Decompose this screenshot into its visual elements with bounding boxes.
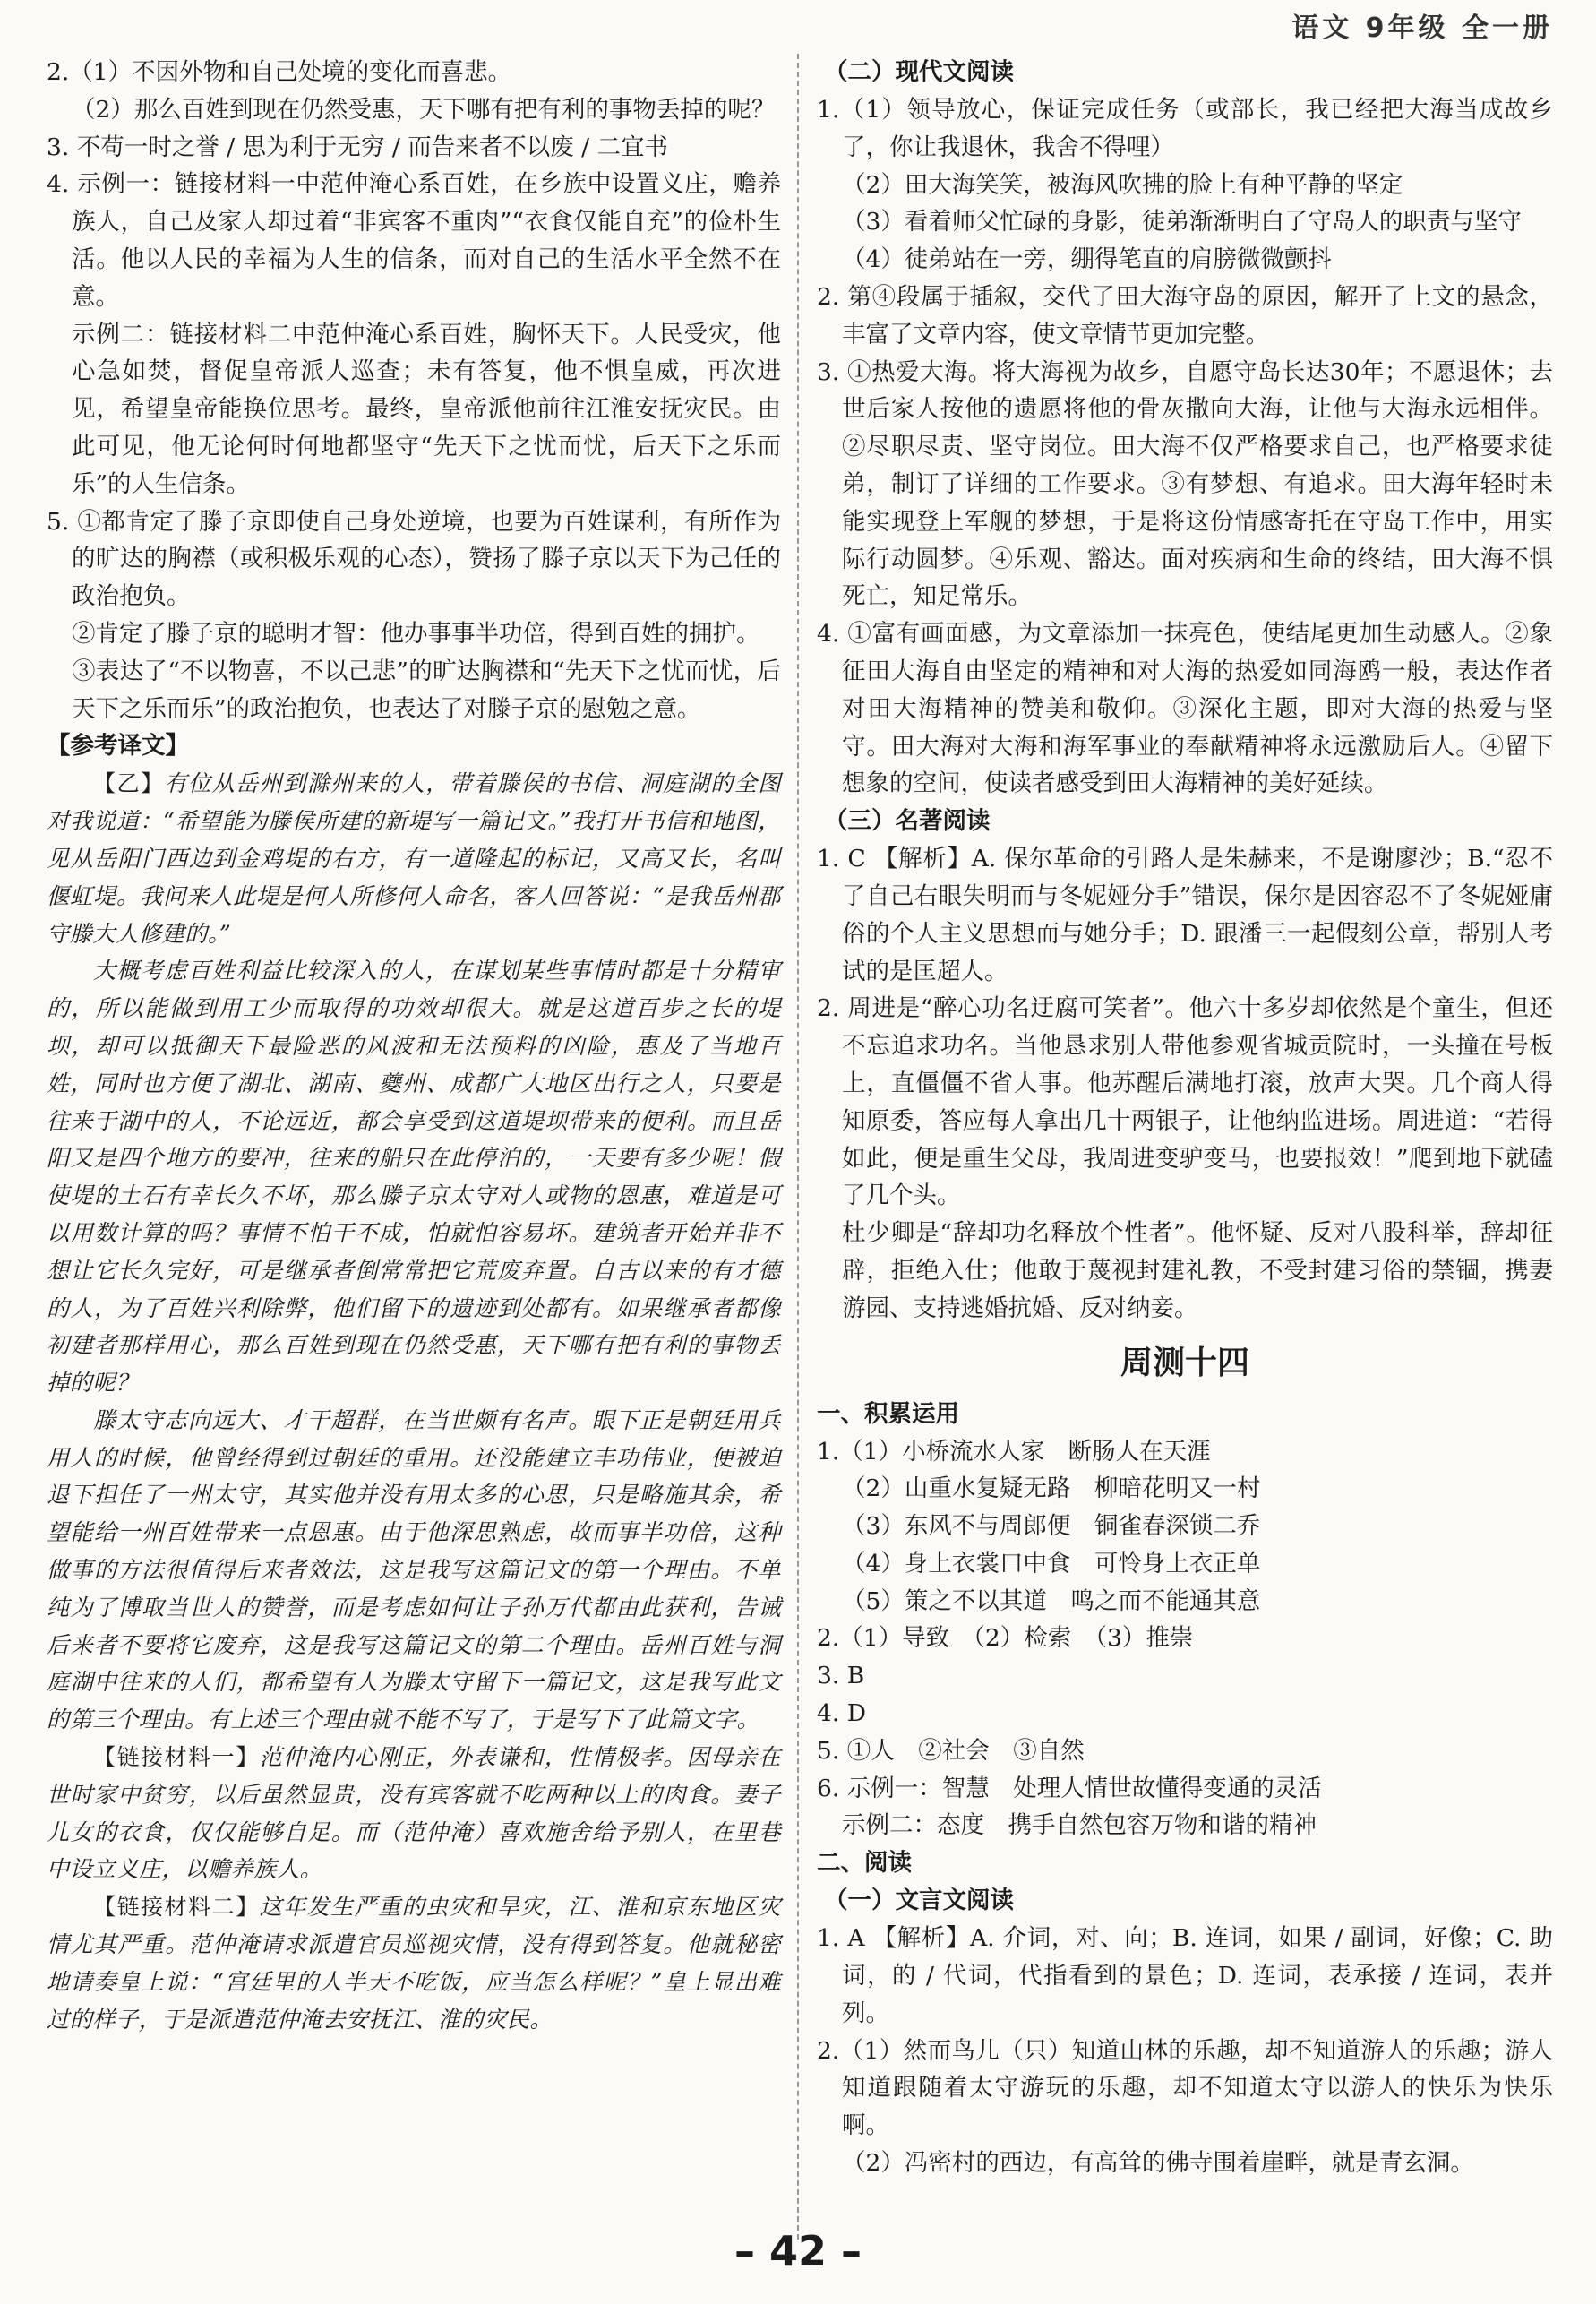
modern-answer-2: 2. 第④段属于插叙，交代了田大海守岛的原因，解开了上文的悬念，丰富了文章内容，使文章情节更加完整。 <box>817 282 1553 348</box>
section-modern-reading: （二）现代文阅读 <box>824 58 1014 86</box>
translation-para-1 <box>47 765 781 952</box>
accum-answer-1-4: （4）身上衣裳口中食 可怜身上衣正单 <box>842 1549 1261 1578</box>
accum-answer-1-5: （5）策之不以其道 鸣之而不能通其意 <box>842 1586 1261 1615</box>
right-column <box>817 54 1553 2182</box>
translation-para-4 <box>47 1739 781 1888</box>
translation-tag-yi: 【乙】 <box>93 770 165 797</box>
modern-answer-3: 3. ①热爱大海。将大海视为故乡，自愿守岛长达30年；不愿退休；去世后家人按他的遗愿将他的骨灰撒向大海，让他与大海永远相伴。②尽职尽责、坚守岗位。田大海不仅严格要求自己，也严格要求徒弟，制订了详细的工作要求。③有梦想、有追求。田大海年轻时未能实现登上军舰的梦想，于是将这份情感寄托在守岛工作中，用实际行动圆梦。④乐观、豁达。面对疾病和生命的终结，田大海不惧死亡，知足常乐。 <box>817 357 1553 611</box>
page-header: 语文 9年级 全一册 <box>1291 13 1553 44</box>
modern-answer-4: 4. ①富有画面感，为文章添加一抹亮色，使结尾更加生动感人。②象征田大海自由坚定的精神和对大海的热爱如同海鸥一般，表达作者对田大海精神的赞美和敬仰。③深化主题，即对大海的热爱与坚守。田大海对大海和海军事业的奉献精神将永远激励后人。④留下想象的空间，使读者感受到田大海精神的美好延续。 <box>817 620 1553 798</box>
translation-text-4: 范仲淹内心刚正，外表谦和，性情极孝。因母亲在世时家中贫穷，以后虽然显贵，没有宾客就不吃两种以上的肉食。妻子儿女的衣食，仅仅能够自足。而（范仲淹）喜欢施舍给予别人，在里巷中设立义庄，以赡养族人。 <box>47 1744 782 1883</box>
accum-answer-2: 2.（1）导致 （2）检索 （3）推崇 <box>817 1624 1194 1653</box>
accum-answer-1-2: （2）山重水复疑无路 柳暗花明又一村 <box>842 1474 1261 1503</box>
accum-answer-5: 5. ①人 ②社会 ③自然 <box>817 1736 1085 1765</box>
classics-answer-2-zhoujin: 2. 周进是“醉心功名迂腐可笑者”。他六十多岁却依然是个童生，但还不忘追求功名。当他恳求别人带他参观省城贡院时，一头撞在号板上，直僵僵不省人事。他苏醒后满地打滚，放声大哭。几个商人得知原委，答应每人拿出几十两银子，让他纳监进场。周进道：“若得如此，便是重生父母，我周进变驴变马，也要报效！”爬到地下就磕了几个头。 <box>817 994 1553 1210</box>
answer-5-1: 5. ①都肯定了滕子京即使自己身处逆境，也要为百姓谋利，有所作为的旷达的胸襟（或积极乐观的心态），赞扬了滕子京以天下为己任的政治抱负。 <box>47 507 781 611</box>
accum-answer-1-1: 1.（1）小桥流水人家 断肠人在天涯 <box>817 1437 1211 1466</box>
classics-answer-2-dushaoqing: 杜少卿是“辞却功名释放个性者”。他怀疑、反对八股科举，辞却征辟，拒绝入仕；他敢于蔑视封建礼教，不受封建习俗的禁锢，携妻游园、支持逃婚抗婚、反对纳妾。 <box>842 1219 1553 1322</box>
answer-2-2: （2）那么百姓到现在仍然受惠，天下哪有把有利的事物丢掉的呢？ <box>72 95 776 124</box>
translation-tag-link1: 【链接材料一】 <box>93 1744 260 1771</box>
section-classical-chinese: （一）文言文阅读 <box>824 1887 1014 1915</box>
left-column <box>47 54 781 2038</box>
modern-answer-1-2: （2）田大海笑笑，被海风吹拂的脸上有种平静的坚定 <box>842 170 1403 199</box>
accum-answer-4: 4. D <box>817 1699 866 1728</box>
classical-answer-2-1: 2.（1）然而鸟儿（只）知道山林的乐趣，却不知道游人的乐趣；游人知道跟随着太守游玩的乐趣，却不知道太守以游人的快乐为快乐啊。 <box>817 2036 1553 2140</box>
section-accumulation: 一、积累运用 <box>817 1399 959 1428</box>
translation-para-5 <box>47 1888 781 2038</box>
answer-5-3: ③表达了“不以物喜，不以己悲”的旷达胸襟和“先天下之忧而忧，后天下之乐而乐”的政治抱负，也表达了对滕子京的慰勉之意。 <box>72 657 781 723</box>
accum-answer-6-1: 6. 示例一：智慧 处理人情世故懂得变通的灵活 <box>817 1774 1322 1802</box>
accum-answer-1-3: （3）东风不与周郎便 铜雀春深锁二乔 <box>842 1512 1261 1541</box>
translation-text-1: 有位从岳州到滁州来的人，带着滕侯的书信、洞庭湖的全图对我说道：“希望能为滕侯所建的新堤写一篇记文。”我打开书信和地图，见从岳阳门西边到金鸡堤的右方，有一道隆起的标记，又高又长，名叫偃虹堤。我问来人此堤是何人所修何人命名，客人回答说：“是我岳州郡守滕大人修建的。” <box>47 770 782 947</box>
classical-answer-1: 1. A 【解析】A. 介词，对、向；B. 连词，如果 / 副词，好像；C. 助词，的 / 代词，代指看到的景色；D. 连词，表承接 / 连词，表并列。 <box>817 1924 1553 2027</box>
section-classics-reading: （三）名著阅读 <box>824 807 991 836</box>
modern-answer-1-1: 1.（1）领导放心，保证完成任务（或部长，我已经把大海当成故乡了，你让我退休，我舍不得哩） <box>817 96 1553 161</box>
answer-4-example1: 4. 示例一：链接材料一中范仲淹心系百姓，在乡族中设置义庄，赡养族人，自己及家人却过着“非宾客不重肉”“衣食仅能自充”的俭朴生活。他以人民的幸福为人生的信条，而对自己的生活水平全然不在意。 <box>47 170 781 311</box>
translation-para-2: 大概考虑百姓利益比较深入的人，在谋划某些事情时都是十分精审的，所以能做到用工少而取得的功效却很大。就是这道百步之长的堤坝，却可以抵御天下最险恶的风波和无法预料的凶险，惠及了当地百姓，同时也方便了湖北、湖南、夔州、成都广大地区出行之人，只要是往来于湖中的人，不论远近，都会享受到这道堤坝带来的便利。而且岳阳又是四个地方的要冲，往来的船只在此停泊的，一天要有多少呢！假使堤的土石有幸长久不坏，那么滕子京太守对人或物的恩惠，难道是可以用数计算的吗？事情不怕干不成，怕就怕容易坏。建筑者开始并非不想让它长久完好，可是继承者倒常常把它荒废弃置。自古以来的有才德的人，为了百姓兴利除弊，他们留下的遗迹到处都有。如果继承者都像初建者那样用心，那么百姓到现在仍然受惠，天下哪有把有利的事物丢掉的呢？ <box>47 958 781 1397</box>
section-reading: 二、阅读 <box>817 1849 912 1878</box>
accum-answer-3: 3. B <box>817 1662 865 1690</box>
answer-3: 3. 不苟一时之誉 / 思为利于无穷 / 而告来者不以废 / 二宜书 <box>47 133 669 161</box>
weekly-test-14-title: 周测十四 <box>1120 1344 1249 1381</box>
answer-2-1: 2.（1）不因外物和自己处境的变化而喜悲。 <box>47 58 512 86</box>
accum-answer-6-2: 示例二：态度 携手自然包容万物和谐的精神 <box>842 1811 1317 1840</box>
answer-5-2: ②肯定了滕子京的聪明才智：他办事事半功倍，得到百姓的拥护。 <box>72 619 760 648</box>
translation-tag-link2: 【链接材料二】 <box>93 1894 260 1921</box>
translation-para-3: 滕太守志向远大、才干超群，在当世颇有名声。眼下正是朝廷用兵用人的时候，他曾经得到过朝廷的重用。还没能建立丰功伟业，便被迫退下担任了一州太守，其实他并没有用太多的心思，只是略施其余，希望能给一州百姓带来一点恩惠。由于他深思熟虑，故而事半功倍，这种做事的方法很值得后来者效法，这是我写这篇记文的第一个理由。不单纯为了博取当世人的赞誉，而是考虑如何让子孙万代都由此获利，告诫后来者不要将它废弃，这是我写这篇记文的第二个理由。岳州百姓与洞庭湖中往来的人们，都希望有人为滕太守留下一篇记文，这是我写此文的第三个理由。有上述三个理由就不能不写了，于是写下了此篇文字。 <box>47 1406 781 1733</box>
page-number: – 42 – <box>734 2227 862 2275</box>
modern-answer-1-4: （4）徒弟站在一旁，绷得笔直的肩膀微微颤抖 <box>842 245 1332 274</box>
translation-text-5: 这年发生严重的虫灾和旱灾，江、淮和京东地区灾情尤其严重。范仲淹请求派遣官员巡视灾情，没有得到答复。他就秘密地请奏皇上说：“宫廷里的人半天不吃饭，应当怎么样呢？”皇上显出难过的样子，于是派遣范仲淹去安抚江、淮的灾民。 <box>47 1894 782 2033</box>
classical-answer-2-2: （2）冯密村的西边，有高耸的佛寺围着崖畔，就是青玄洞。 <box>842 2149 1474 2178</box>
modern-answer-1-3: （3）看着师父忙碌的身影，徒弟渐渐明白了守岛人的职责与坚守 <box>842 208 1522 236</box>
answer-4-example2: 示例二：链接材料二中范仲淹心系百姓，胸怀天下。人民受灾，他心急如焚，督促皇帝派人巡查；未有答复，他不惧皇威，再次进见，希望皇帝能换位思考。最终，皇帝派他前往江淮安抚灾民。由此可见，他无论何时何地都坚守“先天下之忧而忧，后天下之乐而乐”的人生信条。 <box>72 320 781 498</box>
reference-translation-title: 【参考译文】 <box>47 732 189 761</box>
classics-answer-1: 1. C 【解析】A. 保尔革命的引路人是朱赫来，不是谢廖沙；B.“忍不了自己右眼失明而与冬妮娅分手”错误，保尔是因容忍不了冬妮娅庸俗的个人主义思想而与她分手；D. 跟潘三一起假刻公章，帮别人考试的是匡超人。 <box>817 845 1553 985</box>
column-divider <box>797 54 799 2240</box>
